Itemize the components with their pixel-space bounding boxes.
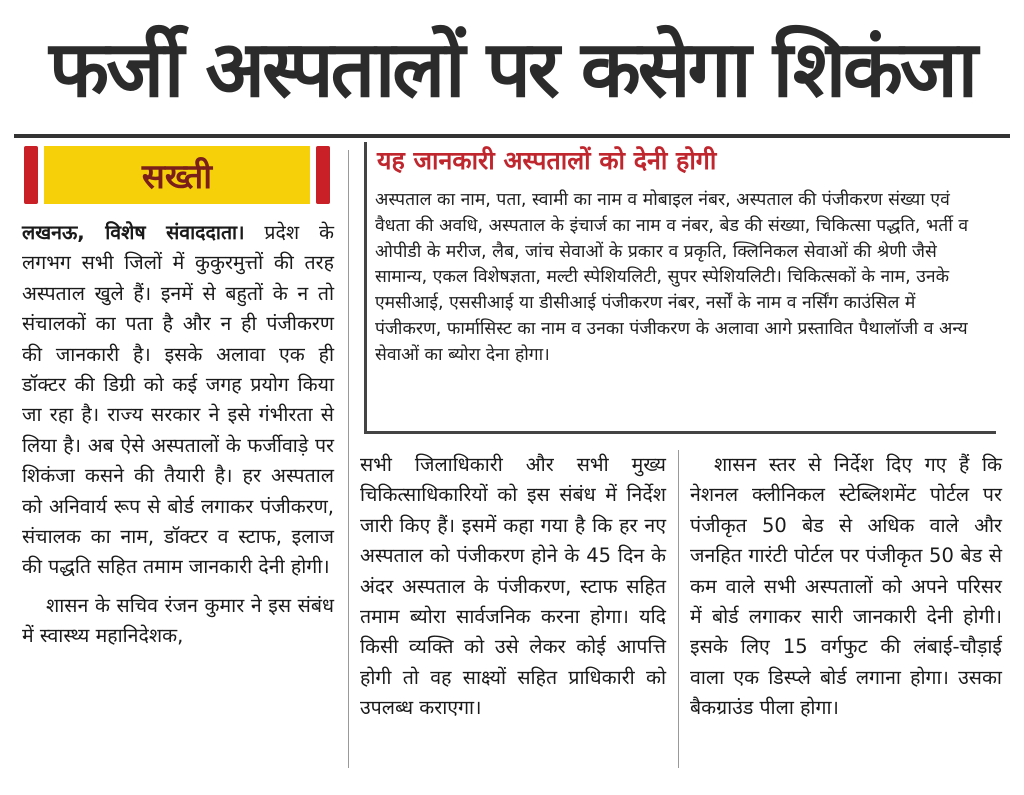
column-divider xyxy=(678,450,679,768)
article-column-2 xyxy=(360,450,666,724)
article-column-1 xyxy=(22,218,334,652)
dateline: लखनऊ, विशेष संवाददाता। xyxy=(22,221,245,244)
article-paragraph: शासन स्तर से निर्देश दिए गए हैं कि नेशनल क्लीनिकल स्टेब्लिशमेंट पोर्टल पर पंजीकृत 50 बेड से अधिक वाले और जनहित गारंटी पोर्टल पर पंजीकृत 50 बेड से कम वाले सभी अस्पतालों को अपने परिसर में बोर्ड लगाकर सारी जानकारी देनी होगी। इसके लिए 15 वर्गफुट की लंबाई-चौड़ाई वाला एक डिस्प्ले बोर्ड लगाना होगा। उसका बैकग्राउंड पीला होगा। xyxy=(690,453,1002,720)
paragraph-text: प्रदेश के लगभग सभी जिलों में कुकुरमुत्तों की तरह अस्पताल खुले हैं। इनमें से बहुतों के न तो संचालकों का पता है और न ही पंजीकरण की जानकारी है। इसके अलावा एक ही डॉक्टर की डिग्री को कई जगह प्रयोग किया जा रहा है। राज्य सरकार ने इसे गंभीरता से लिया है। अब ऐसे अस्पतालों के फर्जीवाड़े पर शिकंजा कसने की तैयारी है। हर अस्पताल को अनिवार्य रूप से बोर्ड लगाकर पंजीकरण, संचालक का नाम, डॉक्टर व स्टाफ, इलाज की पद्धति सहित तमाम जानकारी देनी होगी। xyxy=(22,221,334,579)
info-box xyxy=(364,142,996,434)
article-paragraph: सभी जिलाधिकारी और सभी मुख्य चिकित्साधिकारियों को इस संबंध में निर्देश जारी किए हैं। इसमें कहा गया है कि हर नए अस्पताल को पंजीकरण होने के 45 दिन के अंदर अस्पताल के पंजीकरण, स्टाफ सहित तमाम ब्योरा सार्वजनिक करना होगा। यदि किसी व्यक्ति को उसे लेकर कोई आपत्ति होगी तो वह साक्ष्यों सहित प्राधिकारी को उपलब्ध कराएगा। xyxy=(360,453,666,720)
kicker-label xyxy=(24,146,330,204)
info-box-title: यह जानकारी अस्पतालों को देनी होगी xyxy=(377,146,717,175)
info-box-body: अस्पताल का नाम, पता, स्वामी का नाम व मोबाइल नंबर, अस्पताल की पंजीकरण संख्या एवं वैधता की अवधि, अस्पताल के इंचार्ज का नाम व नंबर, बेड की संख्या, चिकित्सा पद्धति, भर्ती व ओपीडी के मरीज, लैब, जांच सेवाओं के प्रकार व प्रकृति, क्लिनिकल सेवाओं की श्रेणी जैसे सामान्य, एकल विशेषज्ञता, मल्टी स्पेशियलिटी, सुपर स्पेशियलिटी। चिकित्सकों के नाम, उनके एमसीआई, एससीआई या डीसीआई पंजीकरण नंबर, नर्सों के नाम व नर्सिंग काउंसिल में पंजीकरण, फार्मासिस्ट का नाम व उनका पंजीकरण के अलावा आगे प्रस्तावित पैथालॉजी व अन्य सेवाओं का ब्योरा देना होगा। xyxy=(375,190,969,365)
kicker-left-bar xyxy=(24,146,38,204)
kicker-text: सख्ती xyxy=(141,157,213,197)
kicker-box xyxy=(44,146,310,204)
headline: फर्जी अस्पतालों पर कसेगा शिकंजा xyxy=(48,25,975,115)
headline-rule xyxy=(14,134,1010,138)
column-divider xyxy=(348,150,349,768)
kicker-right-bar xyxy=(316,146,330,204)
article-paragraph: शासन के सचिव रंजन कुमार ने इस संबंध में स्वास्थ्य महानिदेशक, xyxy=(22,593,334,648)
article-column-3 xyxy=(690,450,1002,724)
article-paragraph xyxy=(22,218,334,583)
